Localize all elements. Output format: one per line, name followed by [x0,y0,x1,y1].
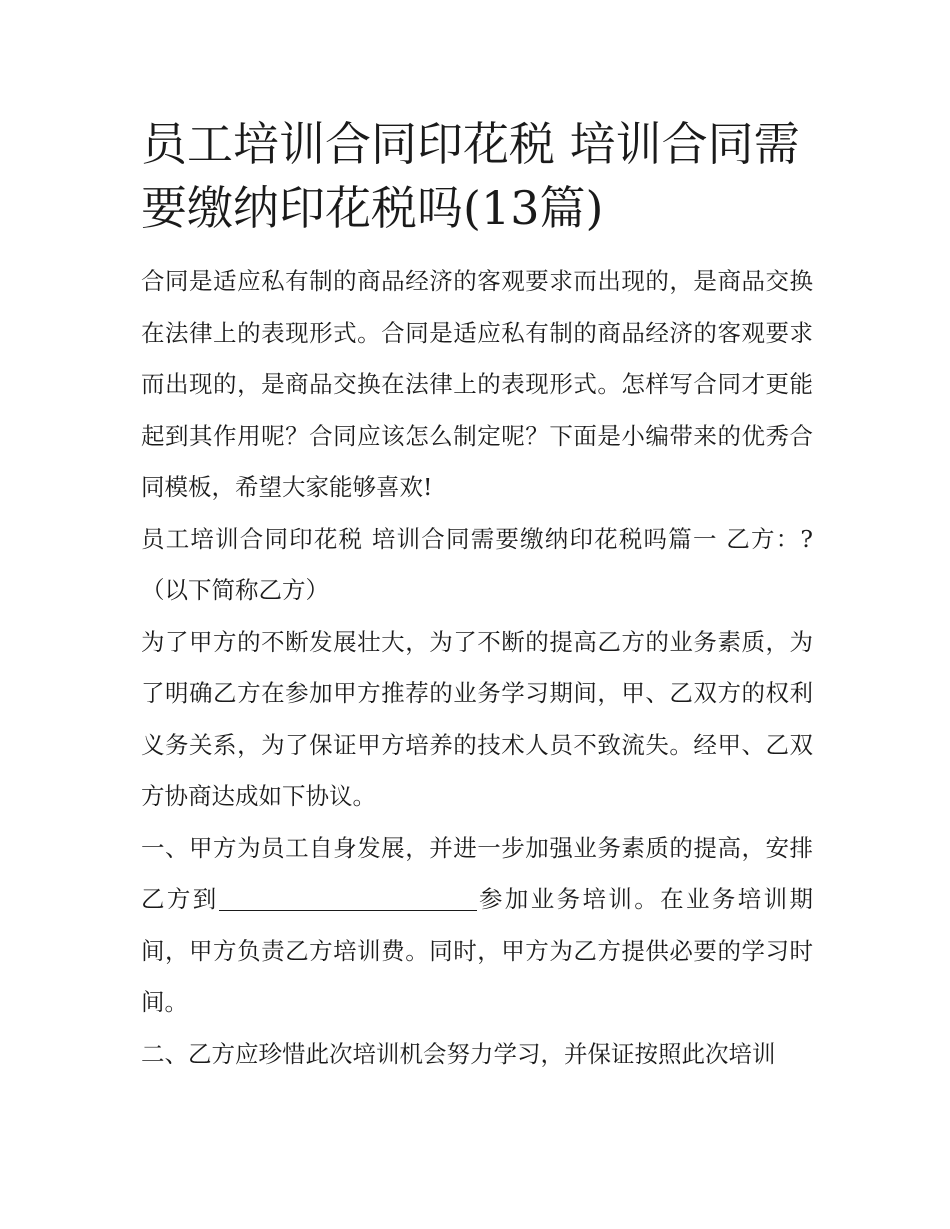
title-text: 员工培训合同印花税 培训合同需要缴纳印花税吗(13篇) [141,117,800,235]
clause-1-text-after: 参加业务培训。在业务培训期间，甲方负责乙方培训费。同时，甲方为乙方提供必要的学习时间。 [141,885,813,1016]
clause-1-text-before: 一、甲方为员工自身发展，并进一步加强业务素质的提高，安排乙方到 [141,833,813,913]
clause-1-paragraph [141,823,813,1029]
document-page [141,112,813,1080]
clause-2-paragraph: 二、乙方应珍惜此次培训机会努力学习，并保证按照此次培训 [141,1039,776,1068]
purpose-paragraph: 为了甲方的不断发展壮大，为了不断的提高乙方的业务素质，为了明确乙方在参加甲方推荐的业务学习期间，甲、乙双方的权利义务关系，为了保证甲方培养的技术人员不致流失。经甲、乙双方协商达成如下协议。 [141,627,813,810]
intro-paragraph: 合同是适应私有制的商品经济的客观要求而出现的，是商品交换在法律上的表现形式。合同是适应私有制的商品经济的客观要求而出现的，是商品交换在法律上的表现形式。怎样写合同才更能起到其作用呢？合同应该怎么制定呢？下面是小编带来的优秀合同模板，希望大家能够喜欢! [141,267,813,501]
document-title [141,112,813,240]
fill-in-blank-line [219,886,477,911]
section-heading-paragraph: 员工培训合同印花税 培训合同需要缴纳印花税吗篇一 乙方：?（以下简称乙方） [141,524,813,604]
